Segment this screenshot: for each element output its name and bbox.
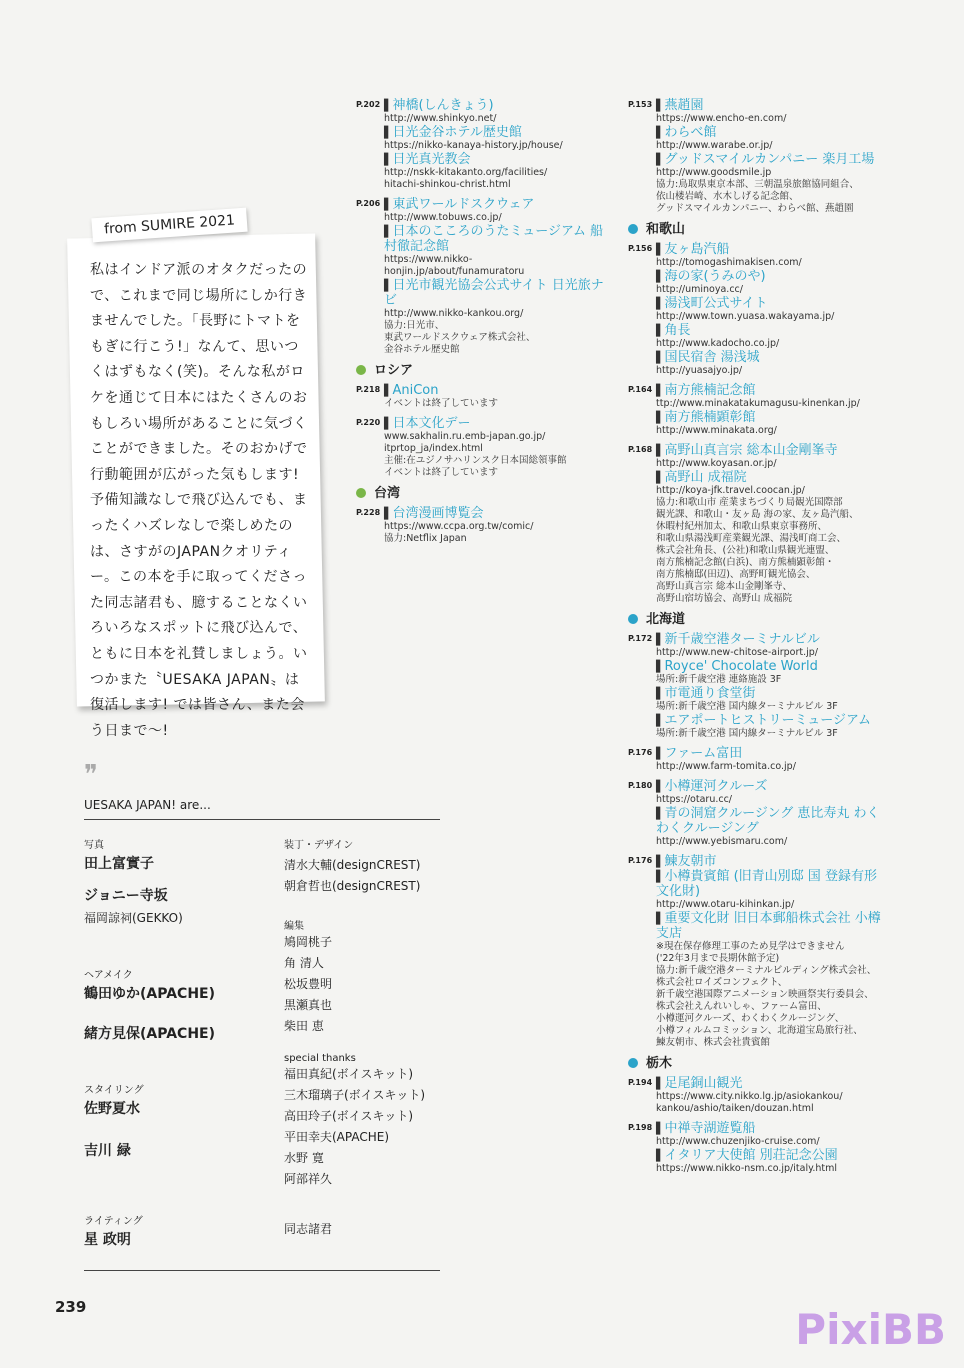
listing-url[interactable]: https://www.ccpa.org.tw/comic/ [384,521,534,532]
page-ref: P.153 [628,100,653,109]
credit-name: 水野 寛 [284,1151,324,1165]
page-ref: P.202 [356,100,381,109]
listing-note: 南方熊楠記念館(白浜)、南方熊楠顕彰館・ [656,557,835,568]
listing-note: イベントは終了しています [384,467,499,478]
credit-label: ヘアメイク [84,970,133,981]
region-dot-icon [356,365,366,375]
credit-name: 鳩岡桃子 [284,935,333,949]
listing-title: ▌ 日光金谷ホテル歴史館 [384,125,606,140]
listing-title: ▌ 角長 [656,323,888,338]
listing-title: ▌ 青の洞窟クルージング 恵比寿丸 わくわくクルージング [656,806,888,836]
listing-note: 主催:在ユジノサハリンスク日本国総領事館 [384,455,567,466]
credit-name: 朝倉哲也(designCREST) [284,879,421,893]
listing-url[interactable]: http://www.farm-tomita.co.jp/ [656,761,796,772]
page-ref: P.176 [628,748,653,757]
listing-group [628,242,888,377]
page-ref: P.172 [628,634,653,643]
listing-url[interactable]: http://www.minakata.org/ [656,425,777,436]
watermark: PixiBB [795,1305,946,1354]
listing-group [356,383,606,410]
listing-title: ▌ 友ヶ島汽船 [656,242,888,257]
credit-label: 写真 [84,840,104,851]
listing-note: 和歌山県湯浅町産業観光課、湯浅町商工会、 [656,533,847,544]
credit-name: 三木瑠璃子(ボイスキット) [284,1088,426,1102]
page-ref: P.218 [356,385,381,394]
credit-name: 平田幸夫(APACHE) [284,1130,390,1144]
listing-note: hitachi-shinkou-christ.html [384,179,511,190]
listing-group [628,98,888,215]
listing-group [356,416,606,479]
listing-note: 休暇村紀州加太、和歌山県東京事務所、 [656,521,828,532]
listing-title: ▌ 神橋(しんきょう) [384,98,606,113]
credit-name: 松坂豊明 [284,977,333,991]
listing-note: 高野山宿坊協会、高野山 成福院 [656,593,793,604]
credit-name: 緒方見保(APACHE) [84,1026,215,1042]
region-dot-icon [628,614,638,624]
listing-group [628,746,888,773]
listing-title: ▌ 高野山 成福院 [656,470,888,485]
page-ref: P.194 [628,1078,653,1087]
listing-url[interactable]: http://tomogashimakisen.com/ [656,257,802,268]
region-label: 台湾 [374,486,401,501]
listing-title: ▌ 高野山真言宗 総本山金剛峯寺 [656,443,888,458]
quote-mark-icon: ❞ [84,760,98,790]
listing-url[interactable]: https://www.encho-en.com/ [656,113,787,124]
region-heading [356,487,606,500]
listing-title: ▌ イタリア大使館 別荘記念公園 [656,1148,888,1163]
listing-url[interactable]: http://www.otaru-kihinkan.jp/ [656,899,795,910]
listing-group [628,1076,888,1115]
page-ref: P.156 [628,244,653,253]
listing-url: ttp://www.minakatakumagusu-kinenkan.jp/ [656,398,860,409]
listing-note: 株式会社角長、(公社)和歌山県観光連盟、 [656,545,835,556]
listing-url[interactable]: http://www.chuzenjiko-cruise.com/ [656,1136,820,1147]
listing-note: 南方熊楠邸(田辺)、高野町観光協会、 [656,569,816,580]
region-heading [628,613,888,626]
region-dot-icon [628,224,638,234]
listing-note: 場所:新千歳空港 国内線ターミナルビル 3F [656,701,838,712]
listing-column-2 [628,98,888,1181]
listing-url[interactable]: http://www.new-chitose-airport.jp/ [656,647,818,658]
region-label: 栃木 [646,1056,673,1071]
region-heading [628,223,888,236]
listing-url[interactable]: http://www.nikko-kankou.org/ [384,308,524,319]
page-ref: P.164 [628,385,653,394]
listing-title: ▌ 南方熊楠記念館 [656,383,888,398]
page-ref: P.228 [356,508,381,517]
listing-title: ▌ 市電通り食堂街 [656,686,888,701]
listing-note: itprtop_ja/index.html [384,443,483,454]
listing-note: グッドスマイルカンパニー、わらべ館、燕趙園 [656,203,854,214]
listing-note: 高野山真言宗 総本山金剛峯寺、 [656,581,793,592]
listing-url[interactable]: https://nikko-kanaya-history.jp/house/ [384,140,563,151]
listing-url[interactable]: http://nskk-kitakanto.org/facilities/ [384,167,548,178]
listing-note: 場所:新千歳空港 連絡施設 3F [656,674,782,685]
listing-title: ▌ 湯浅町公式サイト [656,296,888,311]
region-dot-icon [356,488,366,498]
region-label: 和歌山 [646,222,686,237]
credit-name: 清水大輔(designCREST) [284,858,421,872]
credit-name: 黒瀬真也 [284,998,333,1012]
credits-divider-bottom [84,1270,440,1271]
credit-name: 柴田 恵 [284,1019,324,1033]
listing-note: 株式会社ロイズコンフェクト、 [656,977,788,988]
listing-note: 協力:Netflix Japan [384,533,467,544]
credit-name: 福田真紀(ボイスキット) [284,1067,414,1081]
listing-note: 小樽フィルムコミッション、北海道宝島旅行社、 [656,1025,863,1036]
listing-url[interactable]: http://www.tobuws.co.jp/ [384,212,502,223]
note-body: 私はインドア派のオタクだったので、これまで同じ場所にしか行きませんでした。「長野にトマトをもぎに行こう!」なんて、思いつくはずもなく(笑)。そんな私がロケを通じて日本にはたくさんのおもしろい場所があることに気づくことができました。そのおかげで行動範囲が広がった気もします! 予備知識なしで飛び込んでも、まったくハズレなしで楽しめたのは、さすがのJAPANクオリティー。この本を手に取ってくださった同志諸君も、臆することなくいろいろなスポットに飛び込んで、ともに日本を礼賛しましょう。いつかまた〝UESAKA JAPAN〟は復活します! では皆さん、また会う日まで〜! [90,262,308,739]
credit-name: 角 清人 [284,956,324,970]
page-ref: P.180 [628,781,653,790]
listing-title: ▌ 南方熊楠顕彰館 [656,410,888,425]
credit-label: ライティング [84,1216,143,1227]
listing-title: ▌ 国民宿舎 湯浅城 [656,350,888,365]
listing-group [628,854,888,1049]
listing-title: ▌ 日本文化デー [384,416,606,431]
listing-url[interactable]: https://www.city.nikko.lg.jp/asiokankou/ [656,1091,843,1102]
credit-label: 編集 [284,921,304,932]
credit-name: 田上富實子 [84,856,154,872]
listing-group [356,98,606,191]
listing-title: ▌ 小樽貴賓館 (旧青山別邸 国 登録有形文化財) [656,869,888,899]
page-ref: P.206 [356,199,381,208]
listing-title: ▌ 日光真光教会 [384,152,606,167]
credit-name: 福岡諒祠(GEKKO) [84,911,183,925]
listing-group [628,443,888,605]
page-ref: P.220 [356,418,381,427]
listing-note: イベントは終了しています [384,398,499,409]
listing-group [628,1121,888,1175]
listing-note: ('22年3月まで長期休館予定) [656,953,780,964]
credits-divider-top [84,819,440,820]
listing-title: ▌ 新千歳空港ターミナルビル [656,632,888,647]
page-number: 239 [55,1298,87,1316]
listing-title: ▌ 鰊友朝市 [656,854,888,869]
credit-name: 吉川 緑 [84,1143,131,1159]
credit-name: 鶴田ゆか(APACHE) [84,986,215,1002]
listing-title: ▌ 日光市観光協会公式サイト 日光旅ナビ [384,278,606,308]
listing-url[interactable]: http://www.kadocho.co.jp/ [656,338,780,349]
region-label: 北海道 [646,612,686,627]
credit-name: 阿部祥久 [284,1172,333,1186]
listing-title: ▌ Royce' Chocolate World [656,659,888,674]
listing-note: 金谷ホテル歴史館 [384,344,460,355]
region-heading [356,364,606,377]
page-ref: P.168 [628,445,653,454]
region-heading [628,1057,888,1070]
page-ref: P.198 [628,1123,653,1132]
listing-title: ▌ 日本のこころのうたミュージアム 船村徹記念館 [384,224,606,254]
credit-name: 高田玲子(ボイスキット) [284,1109,414,1123]
credit-name: 星 政明 [84,1232,131,1248]
listing-url[interactable]: http://uminoya.cc/ [656,284,743,295]
credits-right-column [284,836,454,1237]
page-ref: P.176 [628,856,653,865]
credit-name: ジョニー寺坂 [84,888,168,904]
listing-note: ※現在保存修理工事のため見学はできません [656,941,845,952]
listing-note: 協力:和歌山市 産業まちづくり局観光国際部 [656,497,843,508]
listing-url[interactable]: www.sakhalin.ru.emb-japan.go.jp/ [384,431,546,442]
listing-url[interactable]: http://www.goodsmile.jp [656,167,772,178]
listing-note: 協力:新千歳空港ターミナルビルディング株式会社、 [656,965,877,976]
listing-note: 小樽運河クルーズ、わくわくクルージング、 [656,1013,845,1024]
listing-title: ▌ わらべ館 [656,125,888,140]
listing-note: 協力:鳥取県東京本部、三朝温泉旅館協同組合、 [656,179,859,190]
listing-title: ▌ ファーム富田 [656,746,888,761]
listing-url[interactable]: http://www.warabe.or.jp/ [656,140,773,151]
credits-heading: UESAKA JAPAN! are... [84,798,211,812]
listing-title: ▌ グッドスマイルカンパニー 楽月工場 [656,152,888,167]
listing-url[interactable]: http://www.koyasan.or.jp/ [656,458,777,469]
listing-title: ▌ AniCon [384,383,606,398]
credit-name: 佐野夏水 [84,1101,140,1117]
listing-title: ▌ 足尾銅山観光 [656,1076,888,1091]
listing-note: 株式会社えんれいしゃ、ファーム富田、 [656,1001,827,1012]
listing-group [628,632,888,740]
listing-group [356,197,606,356]
listing-url[interactable]: http://yuasajyo.jp/ [656,365,743,376]
listing-title: ▌ 燕趙園 [656,98,888,113]
credit-label: 装丁・デザイン [284,840,354,851]
credit-label: スタイリング [84,1085,144,1096]
listing-title: ▌ 海の家(うみのや) [656,269,888,284]
listing-title: ▌ 台湾漫画博覧会 [384,506,606,521]
listing-url[interactable]: http://www.town.yuasa.wakayama.jp/ [656,311,835,322]
listing-group [628,383,888,437]
listing-note: 協力:日光市、 [384,320,445,331]
note-tag: from SUMIRE 2021 [91,208,247,243]
listing-note: 鰊友朝市、株式会社貴賓館 [656,1037,771,1048]
listing-title: ▌ 重要文化財 旧日本郵船株式会社 小樽支店 [656,911,888,941]
listing-title: ▌ 東武ワールドスクウェア [384,197,606,212]
listing-group [356,506,606,545]
listing-note: 新千歳空港国際アニメーション映画祭実行委員会、 [656,989,874,1000]
listing-title: ▌ 中禅寺湖遊覧船 [656,1121,888,1136]
listing-url[interactable]: https://otaru.cc/ [656,794,733,805]
region-dot-icon [628,1058,638,1068]
listing-note: kankou/ashio/taiken/douzan.html [656,1103,814,1114]
listing-url[interactable]: http://koya-jfk.travel.coocan.jp/ [656,485,805,496]
listing-note: 依山楼岩崎、水木しげる記念館、 [656,191,799,202]
credit-label: special thanks [284,1053,356,1064]
listing-url[interactable]: http://www.yebismaru.com/ [656,836,788,847]
credit-name: 同志諸君 [284,1222,333,1236]
listing-note: 観光課、和歌山・友ヶ島 海の家、友ヶ島汽船、 [656,509,859,520]
listing-url[interactable]: https://www.nikko-honjin.jp/about/funamuratoru [384,254,525,277]
listing-column-1 [356,98,606,551]
credits-left-column [84,836,264,1249]
listing-group [628,779,888,848]
listing-title: ▌ 小樽運河クルーズ [656,779,888,794]
region-label: ロシア [374,363,414,378]
listing-title: ▌ エアポートヒストリーミュージアム [656,713,888,728]
listing-note: 場所:新千歳空港 国内線ターミナルビル 3F [656,728,838,739]
listing-note: 東武ワールドスクウェア株式会社、 [384,332,536,343]
listing-url[interactable]: https://www.nikko-nsm.co.jp/italy.html [656,1163,838,1174]
listing-url[interactable]: http://www.shinkyo.net/ [384,113,497,124]
